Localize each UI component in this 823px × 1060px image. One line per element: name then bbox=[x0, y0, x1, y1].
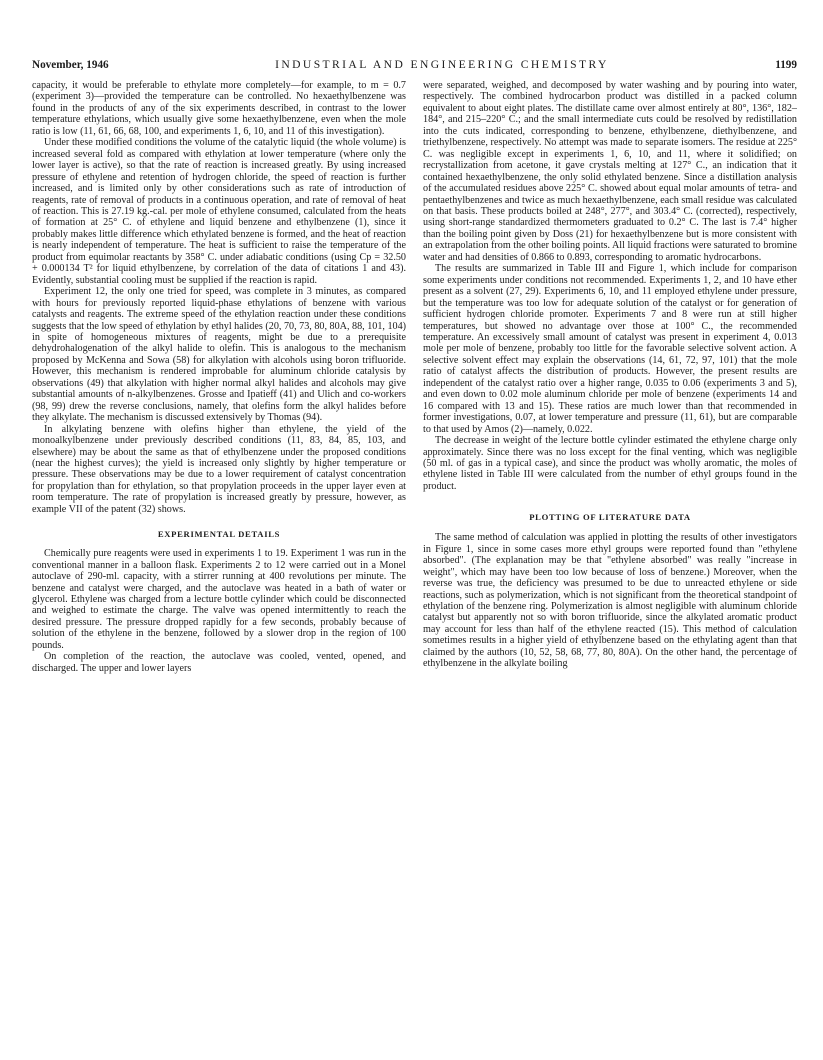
paragraph: capacity, it would be preferable to ethylate more completely—for example, to m = 0.7 (experiment 3)—provided the temperature can be controlled. No hexaethylbenzene was found in the products of any of the six experiments described, in contrast to the lower temperature ethylations, which usually give some hexaethylbenzene, even when the mole ratio is low (11, 61, 66, 68, 100, and experiments 1, 6, 10, and 11 of this investigation). bbox=[32, 80, 406, 137]
page-number: 1199 bbox=[775, 59, 797, 71]
paragraph: Under these modified conditions the volume of the catalytic liquid (the whole volume) is increased several fold as compared with ethylation at lower temperature (where only the lower layer is active), so that the rate of reaction is increased greatly. By using increased pressure of ethylene and retention of hydrogen chloride, the speed of reaction is further increased, and is limited only by other considerations such as rate of introduction of reagents, rate of removal of products in a continuous operation, and rate of removal of heat of reaction. This is 27.19 kg.-cal. per mole of ethylene consumed, calculated from the heats of formation at 25° C. of ethylene and liquid benzene and ethylbenzene (1), since it probably makes little difference which ethylated benzene is formed, and the heat of reaction is nearly independent of temperature. The heat is sufficient to raise the temperature of the product from equimolar reactants by 358° C. under adiabatic conditions (using Cp = 32.50 + 0.000134 T² for liquid ethylbenzene, by correlation of the data of citations 1 and 43). Evidently, substantial cooling must be supplied if the reaction is rapid. bbox=[32, 137, 406, 286]
page-header bbox=[32, 58, 797, 72]
paragraph: The same method of calculation was applied in plotting the results of other investigators in Figure 1, since in some cases more ethyl groups were reported found than "ethylene absorbed". (The explanation may be that "ethylene absorbed" was really "increase in weight", which may have been too low because of loss of benzene.) Moreover, when the reverse was true, the deficiency was presumed to be due to unreacted ethylene or side reactions, such as polymerization, which is not significant from the theoretical standpoint of ethylation of the benzene ring. Polymerization is almost negligible with aluminum chloride catalyst but apparently not so with boron trifluoride, since the alkylated aromatic product may account for less than half of the ethylene reacted (15). This method of calculation sometimes results in a higher yield of ethylbenzene based on the ethylating agent than that claimed by the authors (10, 52, 58, 68, 77, 80, 80A). On the other hand, the percentage of ethylbenzene in the alkylate boiling bbox=[423, 532, 797, 670]
paragraph: The results are summarized in Table III and Figure 1, which include for comparison some experiments under conditions not recommended. Experiments 1, 2, and 10 have ether present as a solvent (27, 29). Experiments 6, 10, and 11 employed ethylene under pressure, but the temperature was too low for adequate solution of the catalyst or for generation of sufficient hydrogen chloride promoter. Experiments 7 and 8 were run at still higher temperatures, but showed no advantage over those at 100° C., the recommended temperature. An excessively small amount of catalyst was present in experiment 4, 0.013 mole per mole of benzene, probably too little for the favorable selective solvent action. A selective solvent effect may explain the observations (14, 61, 72, 97, 101) that the mole ratio of catalyst affects the distribution of products. However, the present results are independent of the catalyst ratio over a higher range, 0.035 to 0.06 (experiments 3 and 5), and even down to 0.02 mole aluminum chloride per mole of benzene (experiments 14 and 16 compared with 13 and 15). These ratios are much lower than that recommended in former investigations, 0.07, at lower temperature and pressure (11, 61), but are comparable to that used by Amos (2)—namely, 0.022. bbox=[423, 263, 797, 435]
paragraph: were separated, weighed, and decomposed by water washing and by pouring into water, respectively. The combined hydrocarbon product was distilled in a packed column equivalent to about eight plates. The distillate came over almost entirely at 80°, 136°, 182–184°, and 215–220° C.; and the small intermediate cuts could be resolved by redistillation into the cuts indicated, corresponding to benzene, ethylbenzene, diethylbenzene, and triethylbenzene, respectively. No attempt was made to separate isomers. The residue at 225° C. was negligible except in experiments 1, 6, 10, and 11, where it solidified; on recrystallization from acetone, it gave crystals melting at 127° C., an indication that it contained hexaethylbenzene, the only solid ethylated benzene. Since a distillation analysis of the accumulated residues above 225° C. showed about equal molar amounts of tetra- and pentaethylbenzenes and twice as much hexaethylbenzene, each small residue was calculated on that basis. These products boiled at 248°, 277°, and 303.4° C. (corrected), respectively, using short-range standardized thermometers graduated to 0.2° C. The last is 7.4° higher than the boiling point given by Doss (21) for hexaethylbenzene but is more consistent with an extrapolation from the other boiling points. All liquid fractions were saturated to bromine water and had densities of 0.866 to 0.893, corresponding to aromatic hydrocarbons. bbox=[423, 80, 797, 263]
paragraph: In alkylating benzene with olefins higher than ethylene, the yield of the monoalkylbenzene under previously described conditions (11, 83, 84, 85, 103, and elsewhere) may be about the same as that of ethylbenzene under the proposed conditions (near the highest curves); the yield is increased only slightly by higher temperature or pressure. These observations may be due to a lower requirement of catalyst concentration for propylation than for ethylation, so that propylation proceeds in the upper layer even at room temperature. The rate of propylation is increased greatly by pressure, however, as example VII of the patent (32) shows. bbox=[32, 423, 406, 515]
paragraph: Chemically pure reagents were used in experiments 1 to 19. Experiment 1 was run in the conventional manner in a balloon flask. Experiments 2 to 12 were carried out in a Monel autoclave of 290-ml. capacity, with a stirrer running at 400 revolutions per minute. The benzene and catalyst were charged, and the autoclave was heated in a bath of water or glycerol. Ethylene was charged from a lecture bottle cylinder which could be disconnected and weighed to estimate the charge. The valve was opened intermittently to reach the desired pressure. The pressure dropped rapidly for a few seconds, probably because of solution of the ethylene in the benzene, followed by a slower drop in the region of 100 pounds. bbox=[32, 548, 406, 651]
right-column bbox=[423, 80, 797, 674]
paragraph: The decrease in weight of the lecture bottle cylinder estimated the ethylene charge only approximately. Since there was no loss except for the final venting, which was negligible (50 ml. of gas in a typical case), and since the product was wholly aromatic, the moles of ethylene listed in Table III were calculated from the number of ethyl groups found in the product. bbox=[423, 435, 797, 492]
section-heading-experimental-details: EXPERIMENTAL DETAILS bbox=[157, 529, 281, 540]
paragraph: Experiment 12, the only one tried for speed, was complete in 3 minutes, as compared with hours for previously reported liquid-phase ethylations of benzene with various catalysts and reagents. The extreme speed of the ethylation reaction under these conditions suggests that the low speed of ethylation by ethyl halides (20, 70, 73, 80, 80A, 88, 101, 104) in spite of homogeneous mixtures of reagents, might be due to a prerequisite dehydrohalogenation of the alkyl halide to olefin. This is analogous to the mechanism proposed by McKenna and Sowa (58) for alkylation with alcohols using boron trifluoride. However, this mechanism is rendered improbable for aluminum chloride catalysis by observations (49) that alkylation with higher normal alkyl halides and alcohols may give substantial amounts of n-alkylbenzenes. Grosse and Ipatieff (41) and Ulich and co-workers (98, 99) drew the reverse conclusions, namely, that olefins form the alkyl halides before they alkylate. The mechanism is discussed extensively by Thomas (94). bbox=[32, 286, 407, 424]
section-heading-plotting-literature-data: PLOTTING OF LITERATURE DATA bbox=[529, 512, 691, 523]
issue-date: November, 1946 bbox=[32, 59, 109, 71]
journal-title: INDUSTRIAL AND ENGINEERING CHEMISTRY bbox=[275, 58, 609, 71]
paragraph: On completion of the reaction, the autoclave was cooled, vented, opened, and discharged. The upper and lower layers bbox=[32, 651, 406, 674]
left-column bbox=[32, 80, 406, 674]
body-columns bbox=[32, 80, 797, 674]
